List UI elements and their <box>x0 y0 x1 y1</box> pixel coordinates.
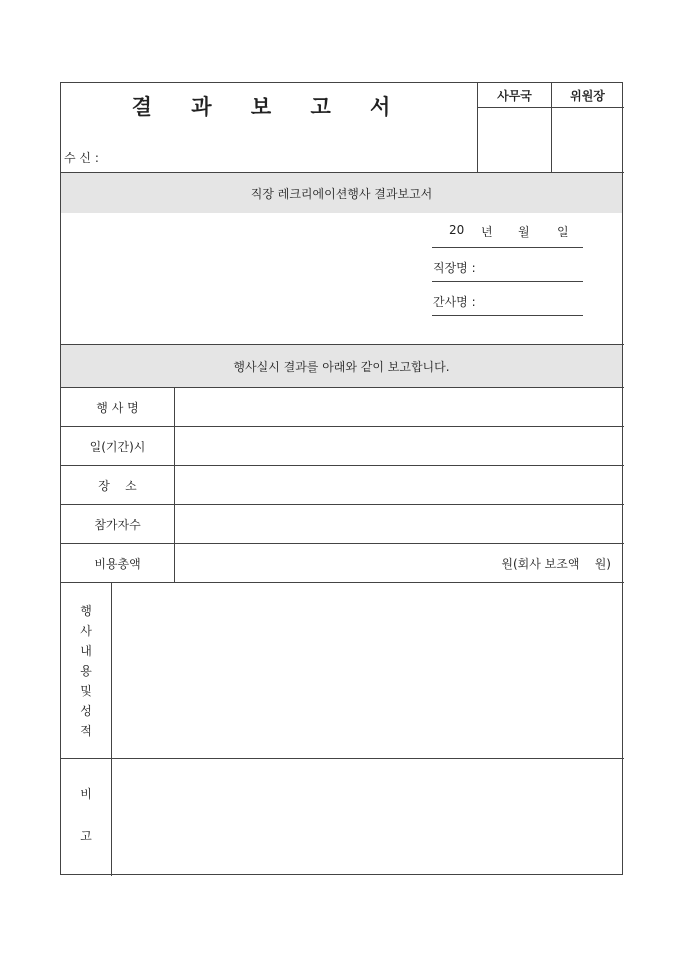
workplace-name-field[interactable]: 직장명 : <box>433 261 476 275</box>
day-label: 일 <box>557 225 569 239</box>
remarks-label-char: 고 <box>80 829 92 843</box>
approval-chairman-stamp-box[interactable] <box>552 108 623 172</box>
row-label-total-cost: 비용총액 <box>94 556 141 571</box>
row-label-event-name: 행 사 명 <box>96 400 139 415</box>
row-label-date-time: 일(기간)시 <box>89 439 146 454</box>
approval-chairman-label: 위원장 <box>570 88 605 103</box>
report-form <box>60 82 623 875</box>
event-content-label <box>61 601 111 746</box>
report-statement-band: 행사실시 결과를 아래와 같이 보고합니다. <box>61 345 622 387</box>
remarks-label-char: 비 <box>80 787 92 801</box>
event-content-label-char: 적 <box>80 724 92 738</box>
remarks-label <box>61 784 111 854</box>
row-value-event-name[interactable] <box>175 388 622 426</box>
remarks-field[interactable] <box>112 759 622 874</box>
year-label: 년 <box>481 225 493 239</box>
row-value-place[interactable] <box>175 466 622 504</box>
approval-secretariat-stamp-box[interactable] <box>478 108 551 172</box>
recipient-label: 수 신 : <box>64 151 99 165</box>
month-label: 월 <box>518 225 530 239</box>
event-content-label-char: 용 <box>80 664 92 678</box>
event-content-label-char: 및 <box>80 684 92 698</box>
row-value-participants[interactable] <box>175 505 622 543</box>
event-content-label-char: 행 <box>80 604 92 618</box>
document-title: 결 과 보 고 서 <box>131 94 407 119</box>
approval-secretariat-label: 사무국 <box>497 88 532 103</box>
row-label-participants: 참가자수 <box>94 517 141 532</box>
event-content-label-char: 내 <box>80 644 92 658</box>
row-label-place: 장 소 <box>98 478 137 493</box>
subject-band: 직장 레크리에이션행사 결과보고서 <box>61 173 622 213</box>
secretary-name-field[interactable]: 간사명 : <box>433 295 476 309</box>
event-content-field[interactable] <box>112 583 622 758</box>
row-value-total-cost[interactable]: 원(회사 보조액 원) <box>501 556 611 571</box>
row-value-date-time[interactable] <box>175 427 622 465</box>
date-line <box>431 223 583 243</box>
year-prefix: 20 <box>449 223 465 237</box>
event-content-label-char: 사 <box>80 624 92 638</box>
event-content-label-char: 성 <box>80 704 92 718</box>
